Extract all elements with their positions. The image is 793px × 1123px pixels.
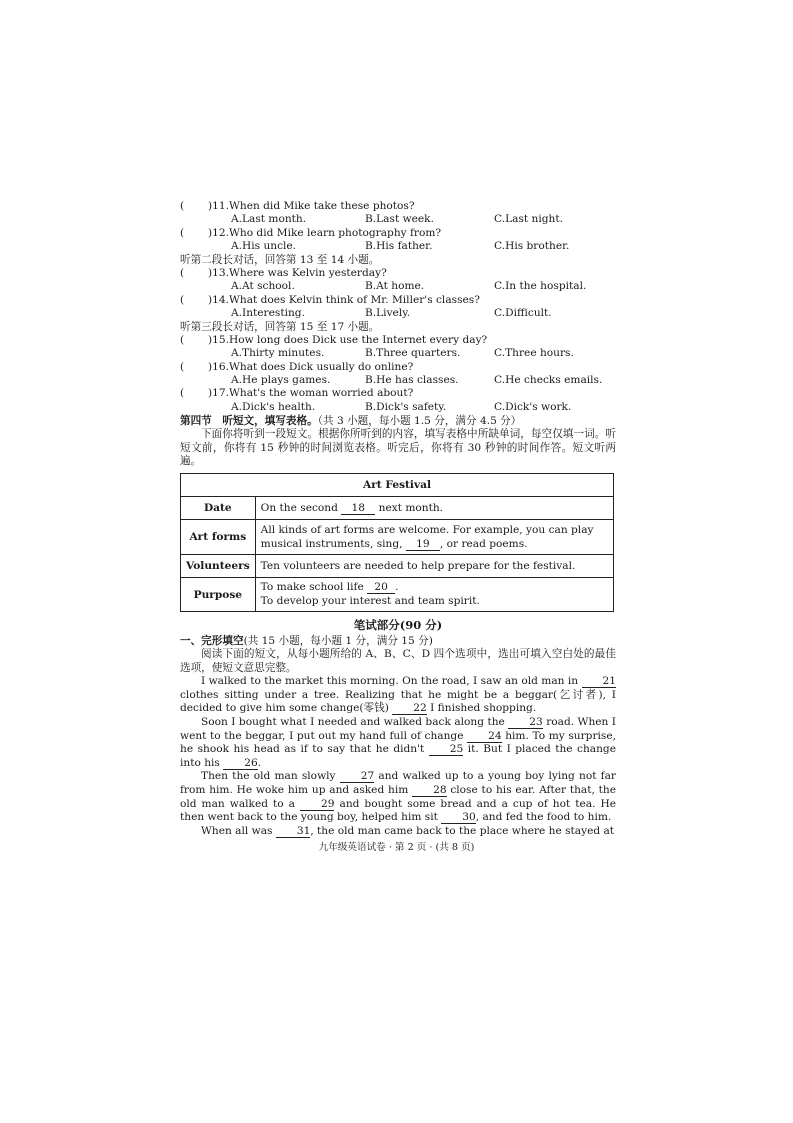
art-festival-table — [180, 473, 614, 612]
row-content: On the second 18 next month. — [255, 497, 613, 520]
row-label: Art forms — [181, 520, 256, 555]
exam-page — [180, 200, 616, 838]
answer-blank[interactable]: 19 — [406, 539, 440, 551]
question-16-options: A.He plays games. B.He has classes. C.He checks emails. — [231, 374, 603, 387]
question-12: ( )12.Who did Mike learn photography from? — [180, 226, 442, 239]
question-15: ( )15.How long does Dick use the Internet every day? — [180, 333, 488, 346]
question-14: ( )14.What does Kelvin think of Mr. Miller's classes? — [180, 293, 480, 306]
cloze-paragraph-1: I walked to the market this morning. On the road, I saw an old man in 21 clothes sitting under a tree. Realizing that he might be a beggar(乞讨者), I decided to give him some change(零钱) 22 I finished shopping. — [180, 675, 616, 715]
question-13-options: A.At school. B.At home. C.In the hospital. — [231, 280, 587, 293]
cloze-blank[interactable]: 30 — [441, 812, 475, 824]
cloze-instructions: 阅读下面的短文，从每小题所给的 A、B、C、D 四个选项中，选出可填入空白处的最佳选项，使短文意思完整。 — [180, 648, 616, 674]
cloze-blank[interactable]: 24 — [467, 731, 501, 743]
question-15-options: A.Thirty minutes. B.Three quarters. C.Three hours. — [231, 347, 574, 360]
question-group-1 — [180, 200, 616, 254]
cloze-paragraph-4: When all was 31, the old man came back to the place where he stayed at — [201, 824, 615, 837]
table-row — [181, 578, 614, 612]
dialogue-3-direction: 听第三段长对话，回答第 15 至 17 小题。 — [180, 320, 380, 333]
answer-blank[interactable]: 18 — [341, 503, 375, 515]
question-13: ( )13.Where was Kelvin yesterday? — [180, 266, 387, 279]
cloze-blank[interactable]: 23 — [508, 717, 542, 729]
cloze-heading: 一、完形填空(共 15 小题，每小题 1 分，满分 15 分) — [180, 635, 433, 648]
cloze-blank[interactable]: 26 — [223, 758, 257, 770]
question-17: ( )17.What's the woman worried about? — [180, 387, 414, 400]
cloze-blank[interactable]: 27 — [340, 771, 374, 783]
table-title: Art Festival — [181, 474, 614, 497]
cloze-paragraph-3: Then the old man slowly 27 and walked up to a young boy lying not far from him. He woke him up and asked him 28 close to his ear. After that, the old man walked to a 29 and bought some bread and a cup of hot tea. He then went back to the young boy, helped him sit 30, and fed the food to him. — [180, 770, 616, 824]
dialogue-2-direction: 听第二段长对话，回答第 13 至 14 小题。 — [180, 253, 380, 266]
cloze-blank[interactable]: 28 — [412, 785, 446, 797]
table-row — [181, 520, 614, 555]
answer-blank[interactable]: 20 — [367, 582, 395, 594]
written-part-title: 笔试部分(90 分) — [353, 618, 443, 633]
section-4-heading: 第四节 听短文，填写表格。（共 3 小题，每小题 1.5 分，满分 4.5 分） — [180, 415, 522, 428]
cloze-blank[interactable]: 29 — [300, 799, 334, 811]
row-label: Volunteers — [181, 555, 256, 578]
question-group-3 — [180, 334, 616, 414]
question-12-options: A.His uncle. B.His father. C.His brother. — [231, 240, 570, 253]
section-4-instructions: 下面你将听到一段短文。根据你所听到的内容，填写表格中所缺单词，每空仅填一词。听短文前，你将有 15 秒钟的时间浏览表格。听完后，你将有 30 秒钟的时间作答。短文听两遍。 — [180, 428, 616, 468]
question-11: ( )11.When did Mike take these photos? — [180, 200, 415, 212]
question-17-options: A.Dick's health. B.Dick's safety. C.Dick's work. — [231, 400, 572, 413]
cloze-paragraph-2: Soon I bought what I needed and walked back along the 23 road. When I went to the beggar, I put out my hand full of change 24 him. To my surprise, he shook his head as if to say that he didn't 25 it. But I placed the change into his 26. — [180, 716, 616, 769]
question-14-options: A.Interesting. B.Lively. C.Difficult. — [231, 307, 552, 320]
row-content: To make school life 20 . To develop your interest and team spirit. — [255, 578, 613, 612]
row-content: Ten volunteers are needed to help prepare for the festival. — [255, 555, 613, 578]
row-content: All kinds of art forms are welcome. For example, you can play musical instruments, sing, 19 , or read poems. — [255, 520, 613, 555]
table-row — [181, 497, 614, 520]
cloze-blank[interactable]: 31 — [276, 826, 310, 838]
page-footer: 九年级英语试卷 · 第 2 页 · (共 8 页) — [318, 842, 475, 853]
table-row — [181, 555, 614, 578]
cloze-blank[interactable]: 25 — [429, 744, 463, 756]
question-11-options: A.Last month. B.Last week. C.Last night. — [231, 213, 563, 226]
question-group-2 — [180, 267, 616, 321]
cloze-blank[interactable]: 21 — [582, 676, 616, 688]
row-label: Purpose — [181, 578, 256, 612]
cloze-blank[interactable]: 22 — [392, 703, 426, 715]
question-16: ( )16.What does Dick usually do online? — [180, 360, 414, 373]
row-label: Date — [181, 497, 256, 520]
